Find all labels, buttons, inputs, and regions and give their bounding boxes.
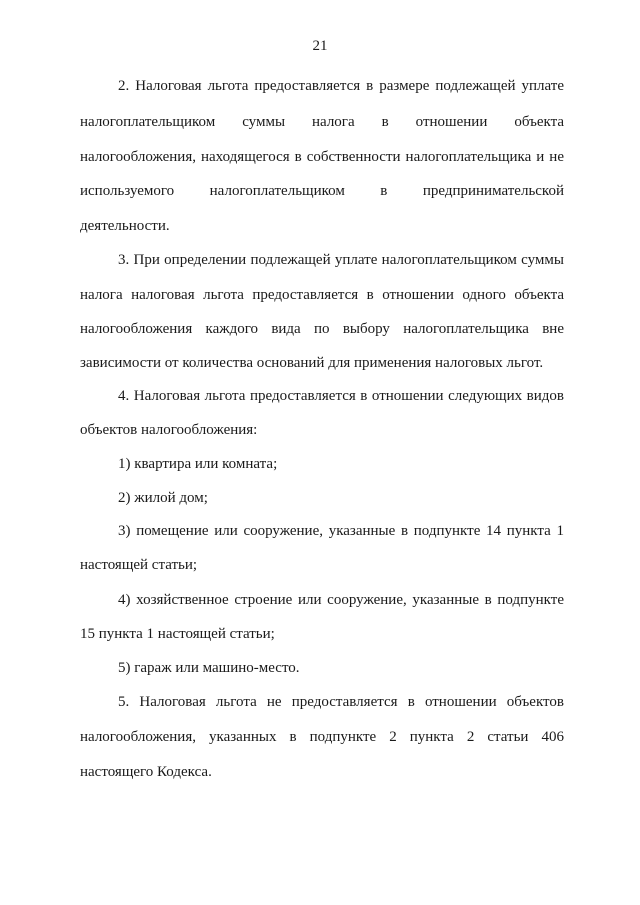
- text-line: налога налоговая льгота предоставляется в отношении одного объекта: [80, 287, 564, 303]
- text-line: 4. Налоговая льгота предоставляется в отношении следующих видов: [118, 388, 564, 404]
- list-item: 5) гараж или машино-место.: [118, 660, 300, 676]
- text-line: 3. При определении подлежащей уплате налогоплательщиком суммы: [118, 252, 564, 268]
- text-line: настоящей статьи;: [80, 557, 198, 573]
- text-line: зависимости от количества оснований для применения налоговых льгот.: [80, 355, 544, 371]
- text-line: налогообложения каждого вида по выбору налогоплательщика вне: [80, 321, 564, 337]
- text-line: 15 пункта 1 настоящей статьи;: [80, 626, 275, 642]
- text-line: деятельности.: [80, 218, 170, 234]
- page-number: 21: [312, 38, 328, 54]
- list-item: 1) квартира или комната;: [118, 456, 278, 472]
- text-line: налогообложения, указанных в подпункте 2 пункта 2 статьи 406: [80, 729, 564, 745]
- list-item: 3) помещение или сооружение, указанные в подпункте 14 пункта 1: [118, 523, 564, 539]
- text-line: используемого налогоплательщиком в предпринимательской: [80, 183, 564, 199]
- list-item: 2) жилой дом;: [118, 490, 208, 506]
- text-line: настоящего Кодекса.: [80, 764, 212, 780]
- text-line: объектов налогообложения:: [80, 422, 258, 438]
- list-item: 4) хозяйственное строение или сооружение, указанные в подпункте: [118, 592, 564, 608]
- text-line: налогообложения, находящегося в собственности налогоплательщика и не: [80, 149, 564, 165]
- text-line: 2. Налоговая льгота предоставляется в размере подлежащей уплате: [118, 78, 564, 94]
- text-line: налогоплательщиком суммы налога в отношении объекта: [80, 114, 564, 130]
- text-line: 5. Налоговая льгота не предоставляется в отношении объектов: [118, 694, 564, 710]
